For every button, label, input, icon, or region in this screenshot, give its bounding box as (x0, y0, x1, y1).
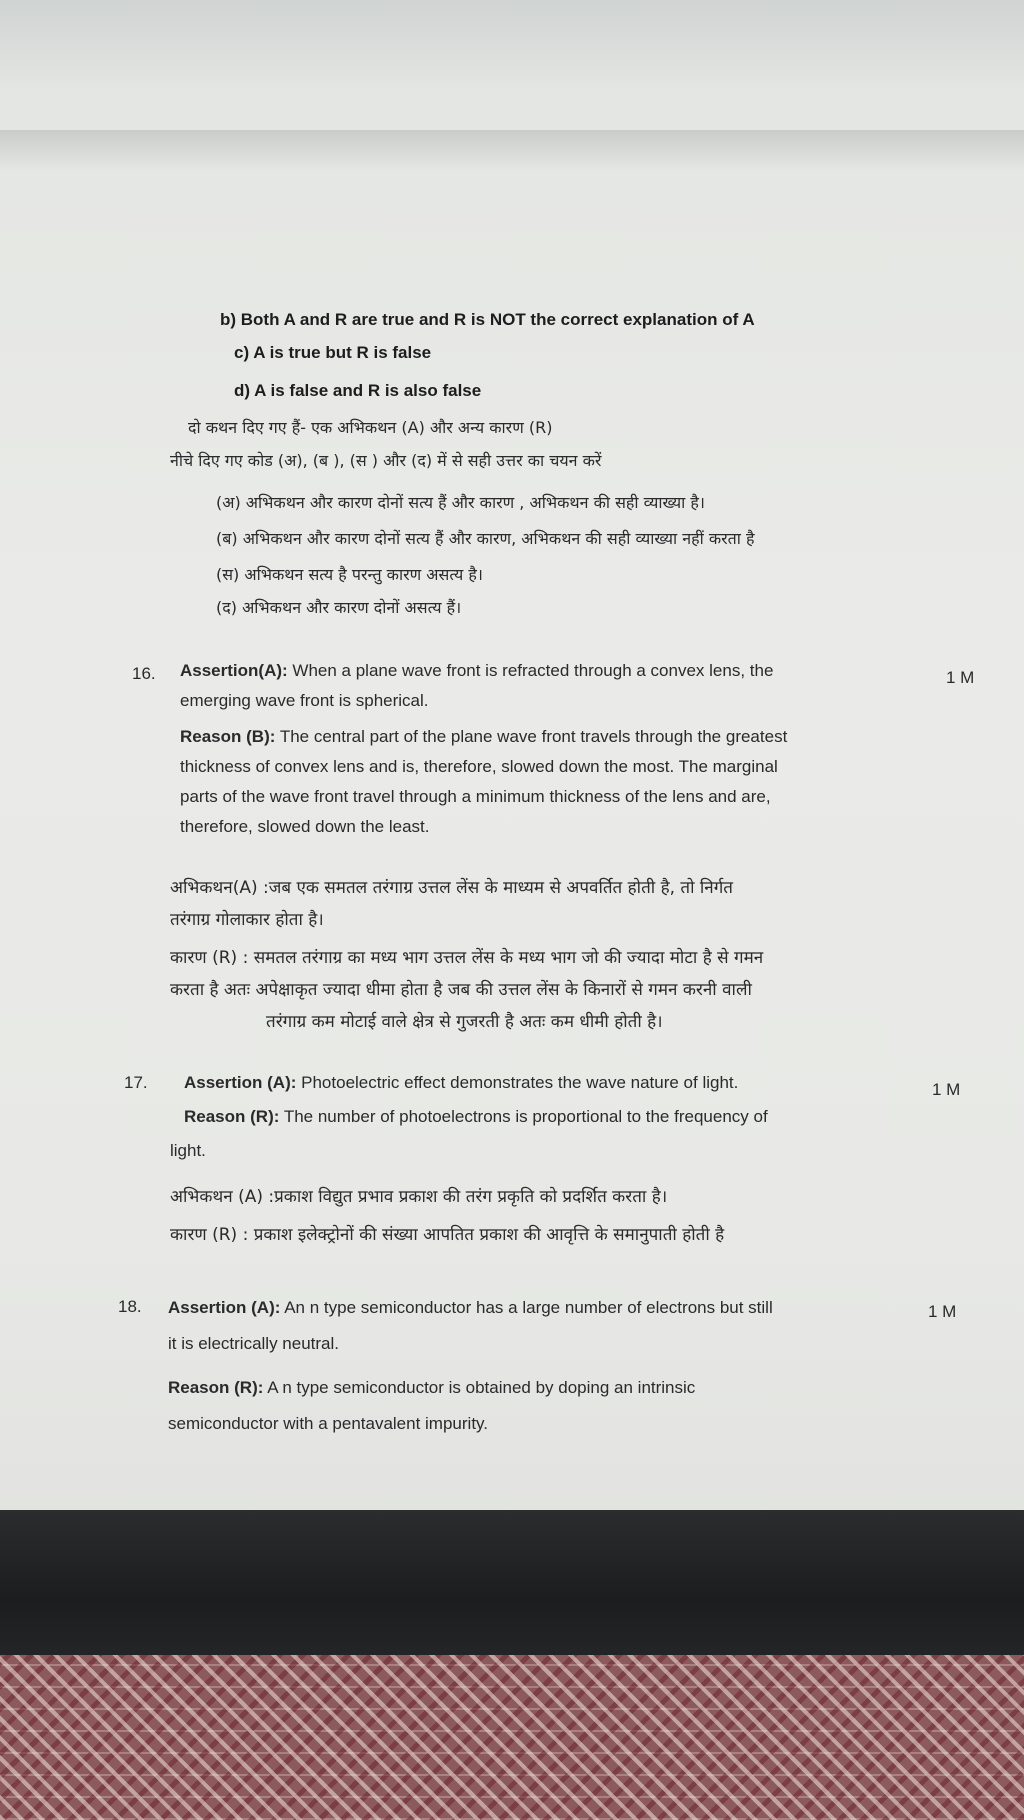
question-17-body (170, 1066, 768, 1168)
hindi-option-d: (द) अभिकथन और कारण दोनों असत्य हैं। (216, 598, 462, 617)
q17-assertion-label: Assertion (A): (184, 1073, 297, 1092)
q16-reason-label: Reason (B): (180, 727, 276, 746)
q18-reason-label: Reason (R): (168, 1378, 264, 1397)
patterned-cloth (0, 1655, 1024, 1820)
question-number-18: 18. (118, 1297, 142, 1316)
q16-hindi-reason-3: तरंगाग्र कम मोटाई वाले क्षेत्र से गुजरती है अतः कम धीमी होती है। (266, 1012, 663, 1032)
option-d: d) A is false and R is also false (234, 381, 482, 400)
q17-assertion-text: Photoelectric effect demonstrates the wave nature of light. (301, 1073, 739, 1092)
question-18-body (168, 1290, 773, 1442)
hindi-option-c: (स) अभिकथन सत्य है परन्तु कारण असत्य है। (216, 565, 483, 584)
q16-reason-text-1: The central part of the plane wave front travels through the greatest (279, 727, 788, 746)
question-marks-18: 1 M (928, 1302, 957, 1321)
q17-hindi-assertion: अभिकथन (A) :प्रकाश विद्युत प्रभाव प्रकाश की तरंग प्रकृति को प्रदर्शित करता है। (170, 1187, 668, 1207)
paper-fold-shadow (0, 130, 1024, 170)
q16-reason-text-4: therefore, slowed down the least. (180, 817, 430, 836)
question-number-17: 17. (124, 1073, 148, 1092)
q16-assertion-text-1: When a plane wave front is refracted through a convex lens, the (292, 661, 774, 680)
q16-assertion-text-2: emerging wave front is spherical. (180, 691, 429, 710)
hindi-instruction-2: नीचे दिए गए कोड (अ), (ब ), (स ) और (द) में से सही उत्तर का चयन करें (170, 451, 602, 470)
question-17-hindi (170, 1178, 724, 1254)
hindi-instruction-1: दो कथन दिए गए हैं- एक अभिकथन (A) और अन्य कारण (R) (188, 418, 553, 437)
q16-hindi-assertion-2: तरंगाग्र गोलाकार होता है। (170, 910, 324, 930)
question-marks-17: 1 M (932, 1080, 961, 1099)
question-number-16: 16. (132, 664, 156, 683)
option-c: c) A is true but R is false (234, 343, 432, 362)
hindi-option-a: (अ) अभिकथन और कारण दोनों सत्य हैं और कारण , अभिकथन की सही व्याख्या है। (216, 493, 705, 512)
q17-reason-label: Reason (R): (184, 1107, 280, 1126)
q16-reason-text-2: thickness of convex lens and is, therefore, slowed down the most. The marginal (180, 757, 778, 776)
q16-reason-text-3: parts of the wave front travel through a minimum thickness of the lens and are, (180, 787, 771, 806)
q16-hindi-assertion-1: अभिकथन(A) :जब एक समतल तरंगाग्र उत्तल लेंस के माध्यम से अपवर्तित होती है, तो निर्गत (170, 878, 733, 898)
q18-assertion-text-2: it is electrically neutral. (168, 1334, 340, 1353)
q16-assertion-label: Assertion(A): (180, 661, 288, 680)
q16-hindi-reason-1: कारण (R) : समतल तरंगाग्र का मध्य भाग उत्तल लेंस के मध्य भाग जो की ज्यादा मोटा है से गमन (170, 948, 764, 968)
hindi-option-b: (ब) अभिकथन और कारण दोनों सत्य हैं और कारण, अभिकथन की सही व्याख्या नहीं करता है (216, 529, 755, 548)
option-b: b) Both A and R are true and R is NOT the correct explanation of A (220, 310, 755, 329)
q17-hindi-reason: कारण (R) : प्रकाश इलेक्ट्रोनों की संख्या आपतित प्रकाश की आवृत्ति के समानुपाती होती है (170, 1225, 725, 1245)
q18-assertion-label: Assertion (A): (168, 1298, 281, 1317)
q18-assertion-text-1: An n type semiconductor has a large number of electrons but still (284, 1298, 773, 1317)
question-marks-16: 1 M (946, 668, 975, 687)
dark-surface (0, 1510, 1024, 1660)
q18-reason-text-2: semiconductor with a pentavalent impurity. (168, 1414, 489, 1433)
q18-reason-text-1: A n type semiconductor is obtained by doping an intrinsic (267, 1378, 696, 1397)
question-16-hindi (170, 872, 763, 1038)
q17-reason-text-2: light. (170, 1141, 206, 1160)
q17-reason-text-1: The number of photoelectrons is proportional to the frequency of (283, 1107, 768, 1126)
question-16-body (180, 656, 787, 842)
q16-hindi-reason-2: करता है अतः अपेक्षाकृत ज्यादा धीमा होता है जब की उत्तल लेंस के किनारों से गमन करनी वाली (170, 980, 752, 1000)
